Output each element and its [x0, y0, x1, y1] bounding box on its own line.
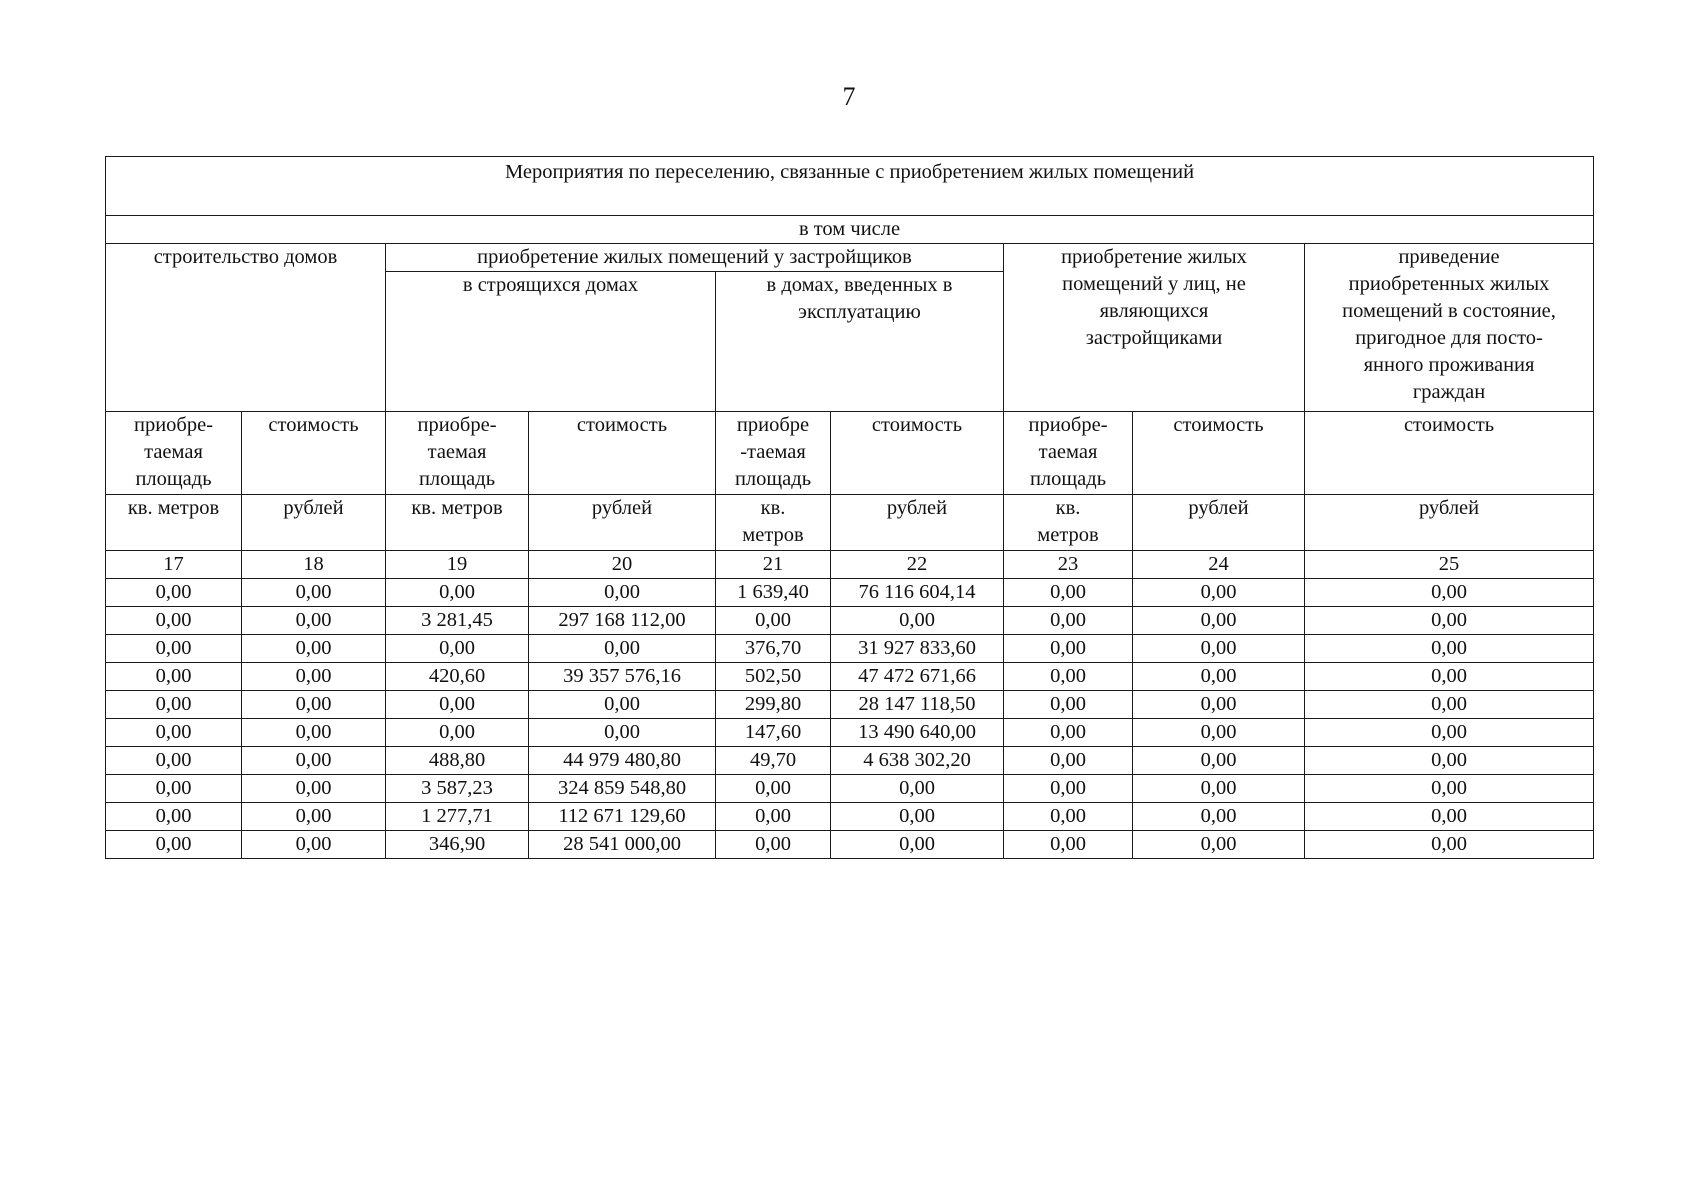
- table-cell: 0,00: [1133, 831, 1305, 859]
- unit-cell: кв. метров: [106, 495, 242, 551]
- unit-cell: рублей: [1305, 495, 1594, 551]
- table-cell: 0,00: [1133, 775, 1305, 803]
- table-cell: 0,00: [1133, 691, 1305, 719]
- header-developers: приобретение жилых помещений у застройщиков: [386, 244, 1004, 272]
- table-cell: 0,00: [1133, 803, 1305, 831]
- table-cell: 324 859 548,80: [529, 775, 716, 803]
- table-row: [106, 607, 1594, 635]
- header-non-developers: приобретение жилых помещений у лиц, не являющихся застройщиками: [1004, 244, 1305, 412]
- unit-cell: кв. метров: [386, 495, 529, 551]
- table-title-row: [106, 157, 1594, 216]
- table-cell: 0,00: [106, 775, 242, 803]
- page-number: 7: [842, 82, 856, 111]
- table-cell: 0,00: [716, 831, 831, 859]
- table-body: [106, 157, 1594, 859]
- table-cell: 0,00: [716, 775, 831, 803]
- table-cell: 0,00: [1305, 803, 1594, 831]
- table-cell: 1 277,71: [386, 803, 529, 831]
- table-cell: 0,00: [242, 775, 386, 803]
- table-cell: 0,00: [1305, 663, 1594, 691]
- table-cell: 0,00: [1004, 663, 1133, 691]
- table-cell: 346,90: [386, 831, 529, 859]
- table-cell: 0,00: [242, 607, 386, 635]
- table-cell: 0,00: [386, 635, 529, 663]
- table-row: [106, 691, 1594, 719]
- table-cell: 0,00: [1004, 579, 1133, 607]
- table-cell: 39 357 576,16: [529, 663, 716, 691]
- table-cell: 28 541 000,00: [529, 831, 716, 859]
- subheader-cell: стоимость: [242, 412, 386, 495]
- table-cell: 0,00: [831, 803, 1004, 831]
- table-cell: 0,00: [1004, 775, 1133, 803]
- table-cell: 0,00: [106, 607, 242, 635]
- table-cell: 0,00: [1305, 719, 1594, 747]
- table-cell: 0,00: [1305, 691, 1594, 719]
- table-row: [106, 635, 1594, 663]
- table-cell: 0,00: [716, 607, 831, 635]
- subheader-cell: стоимость: [831, 412, 1004, 495]
- group-header-row: [106, 244, 1594, 272]
- table-cell: 0,00: [1133, 663, 1305, 691]
- table-row: [106, 775, 1594, 803]
- header-bringing-to-condition: приведение приобретенных жилых помещений в состояние, пригодное для посто- янного проживания граждан: [1305, 244, 1594, 412]
- table-row: [106, 747, 1594, 775]
- table-row: [106, 579, 1594, 607]
- table-cell: 0,00: [1004, 691, 1133, 719]
- table-cell: 4 638 302,20: [831, 747, 1004, 775]
- table-cell: 0,00: [1004, 803, 1133, 831]
- column-number: 25: [1305, 551, 1594, 579]
- unit-cell: рублей: [242, 495, 386, 551]
- table-cell: 299,80: [716, 691, 831, 719]
- table-cell: 0,00: [1133, 579, 1305, 607]
- table-cell: 0,00: [242, 663, 386, 691]
- table-cell: 3 281,45: [386, 607, 529, 635]
- table-cell: 0,00: [106, 663, 242, 691]
- table-cell: 0,00: [106, 635, 242, 663]
- table-cell: 0,00: [529, 635, 716, 663]
- table-cell: 297 168 112,00: [529, 607, 716, 635]
- table-cell: 0,00: [106, 579, 242, 607]
- table-cell: 13 490 640,00: [831, 719, 1004, 747]
- table-cell: 0,00: [1305, 831, 1594, 859]
- table-cell: 0,00: [1133, 607, 1305, 635]
- table-cell: 0,00: [1004, 831, 1133, 859]
- table-cell: 0,00: [1305, 775, 1594, 803]
- table-cell: 0,00: [529, 719, 716, 747]
- column-number: 18: [242, 551, 386, 579]
- table-cell: 76 116 604,14: [831, 579, 1004, 607]
- unit-cell: рублей: [529, 495, 716, 551]
- table-cell: 0,00: [1133, 719, 1305, 747]
- table-cell: 0,00: [1133, 747, 1305, 775]
- subheader-cell: стоимость: [1305, 412, 1594, 495]
- table-cell: 31 927 833,60: [831, 635, 1004, 663]
- table-cell: 0,00: [106, 747, 242, 775]
- column-number: 23: [1004, 551, 1133, 579]
- unit-cell: кв. метров: [716, 495, 831, 551]
- column-number: 19: [386, 551, 529, 579]
- column-numbers-row: [106, 551, 1594, 579]
- table-cell: 0,00: [242, 691, 386, 719]
- table-cell: 0,00: [106, 831, 242, 859]
- table-cell: 376,70: [716, 635, 831, 663]
- table-cell: 28 147 118,50: [831, 691, 1004, 719]
- table-row: [106, 831, 1594, 859]
- header-under-construction: в строящихся домах: [386, 272, 716, 412]
- table-cell: 0,00: [1305, 579, 1594, 607]
- table-cell: 0,00: [106, 803, 242, 831]
- unit-cell: кв. метров: [1004, 495, 1133, 551]
- subheader-cell: стоимость: [529, 412, 716, 495]
- including-header: в том числе: [106, 216, 1594, 244]
- table-cell: 0,00: [1305, 747, 1594, 775]
- subheader-cell: стоимость: [1133, 412, 1305, 495]
- table-cell: 0,00: [242, 803, 386, 831]
- table-cell: 0,00: [1133, 635, 1305, 663]
- table-cell: 0,00: [242, 635, 386, 663]
- table-cell: 3 587,23: [386, 775, 529, 803]
- table-cell: 0,00: [831, 831, 1004, 859]
- subheader-cell: приобре- таемая площадь: [106, 412, 242, 495]
- header-commissioned: в домах, введенных в эксплуатацию: [716, 272, 1004, 412]
- table-cell: 0,00: [716, 803, 831, 831]
- table-cell: 0,00: [242, 831, 386, 859]
- unit-cell: рублей: [1133, 495, 1305, 551]
- table-cell: 0,00: [242, 579, 386, 607]
- column-number: 20: [529, 551, 716, 579]
- table-cell: 0,00: [106, 719, 242, 747]
- units-row: [106, 495, 1594, 551]
- table-cell: 49,70: [716, 747, 831, 775]
- column-number: 24: [1133, 551, 1305, 579]
- table-cell: 112 671 129,60: [529, 803, 716, 831]
- table-cell: 420,60: [386, 663, 529, 691]
- table-title: Мероприятия по переселению, связанные с приобретением жилых помещений: [106, 157, 1594, 216]
- unit-cell: рублей: [831, 495, 1004, 551]
- table-cell: 502,50: [716, 663, 831, 691]
- table-cell: 0,00: [831, 775, 1004, 803]
- table-cell: 0,00: [1004, 607, 1133, 635]
- table-cell: 0,00: [242, 719, 386, 747]
- column-number: 17: [106, 551, 242, 579]
- including-row: [106, 216, 1594, 244]
- table-cell: 0,00: [1004, 747, 1133, 775]
- table-cell: 44 979 480,80: [529, 747, 716, 775]
- table-cell: 0,00: [831, 607, 1004, 635]
- table-cell: 0,00: [386, 691, 529, 719]
- column-number: 22: [831, 551, 1004, 579]
- table-cell: 0,00: [529, 579, 716, 607]
- column-number: 21: [716, 551, 831, 579]
- table-cell: 0,00: [529, 691, 716, 719]
- resettlement-table: [105, 156, 1594, 859]
- table-row: [106, 663, 1594, 691]
- subheader-row: [106, 412, 1594, 495]
- table-cell: 0,00: [386, 579, 529, 607]
- table-row: [106, 803, 1594, 831]
- table-cell: 0,00: [1004, 635, 1133, 663]
- table-row: [106, 719, 1594, 747]
- table-cell: 488,80: [386, 747, 529, 775]
- table-cell: 0,00: [242, 747, 386, 775]
- subheader-cell: приобре- таемая площадь: [386, 412, 529, 495]
- table-cell: 147,60: [716, 719, 831, 747]
- subheader-cell: приобре- таемая площадь: [1004, 412, 1133, 495]
- table-cell: 47 472 671,66: [831, 663, 1004, 691]
- table-cell: 0,00: [106, 691, 242, 719]
- table-cell: 0,00: [1305, 635, 1594, 663]
- header-construction: строительство домов: [106, 244, 386, 412]
- subheader-cell: приобре -таемая площадь: [716, 412, 831, 495]
- table-cell: 0,00: [386, 719, 529, 747]
- table-cell: 0,00: [1004, 719, 1133, 747]
- table-cell: 1 639,40: [716, 579, 831, 607]
- table-cell: 0,00: [1305, 607, 1594, 635]
